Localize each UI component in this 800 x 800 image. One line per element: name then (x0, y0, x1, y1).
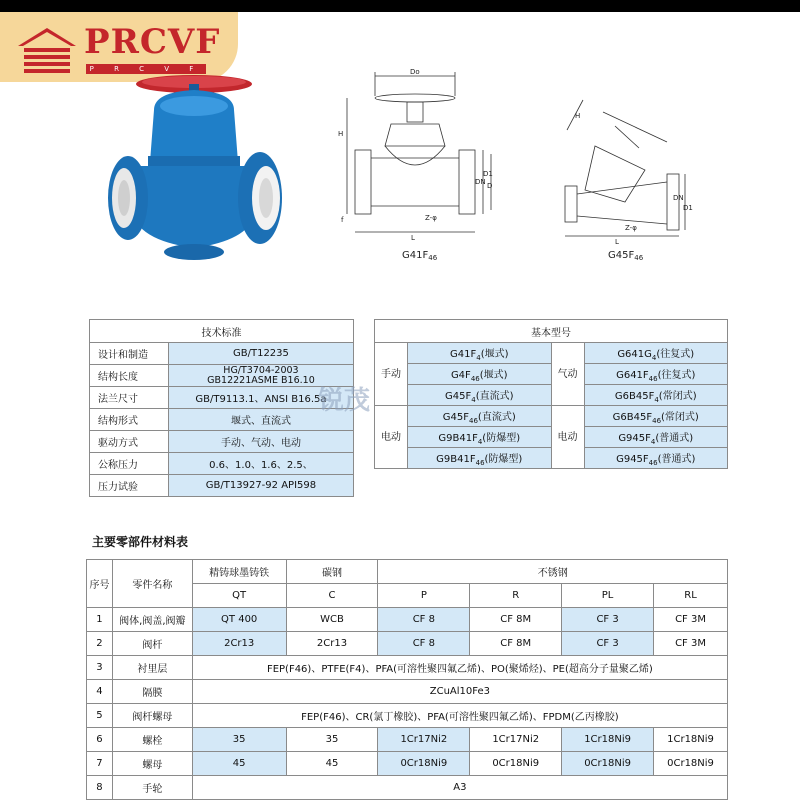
top-bar (0, 0, 800, 12)
basic-model-table (374, 319, 728, 469)
dn-label: DN (475, 178, 486, 186)
table-header-row: 序号 零件名称 精铸球墨铸铁 碳钢 不锈钢 (87, 560, 728, 584)
table-row: $G9B41F_{46}$(防爆型) $G945F_{46}$(普通式) (375, 448, 728, 469)
table-row: 4 隔膜 ZCuAl10Fe3 (87, 680, 728, 704)
g41f-drawing (335, 66, 495, 246)
table-row: 1 阀体,阀盖,阀瓣 QT 400 WCB CF 8 CF 8M CF 3 CF 3M (87, 608, 728, 632)
l-label: L (411, 234, 415, 242)
tech-table-title: 技术标准 (90, 320, 354, 343)
table-row: 法兰尺寸 GB/T9113.1、ANSI B16.5a (90, 387, 354, 409)
table-row: $G45F_4$(直流式) $G6B45F_4$(常闭式) (375, 385, 728, 406)
g45f-drawing (555, 90, 695, 245)
d-label: D (487, 182, 493, 190)
d2-label: D1 (683, 204, 693, 212)
table-row: 设计和制造 GB/T12235 (90, 343, 354, 365)
do-label: Do (410, 68, 420, 76)
table-row: 手动 $G41F_4$(堰式) 气动 $G641G_4$(往复式) (375, 343, 728, 364)
table-row: 电动 $G45F_{46}$(直流式) 电动 $G6B45F_{46}$(常闭式) (375, 406, 728, 427)
model-table-title: 基本型号 (375, 320, 728, 343)
table-row: 驱动方式 手动、气动、电动 (90, 431, 354, 453)
watermark-text: 锐茂 (318, 386, 371, 416)
table-row: 压力试验 GB/T13927-92 API598 (90, 475, 354, 497)
h2-label: H (575, 112, 581, 120)
h-label: H (338, 130, 344, 138)
table-row: 2 阀杆 2Cr13 2Cr13 CF 8 CF 8M CF 3 CF 3M (87, 632, 728, 656)
logo-mark-icon (16, 26, 78, 80)
table-row: 结构长度 HG/T3704-2003 GB12221ASME B16.10 (90, 365, 354, 387)
g41f-caption: $G41F_{46}$ (402, 250, 438, 262)
table-row: 6 螺栓 35 35 1Cr17Ni2 1Cr17Ni2 1Cr18Ni9 1Cr18Ni9 (87, 728, 728, 752)
z2-label: Z-φ (625, 224, 637, 232)
tech-standard-table (89, 319, 354, 497)
d1-label: D1 (483, 170, 493, 178)
f-label: f (341, 216, 344, 224)
diaphragm-valve-photo (92, 70, 292, 270)
table-row: $G4F_{46}$(堰式) $G641F_{46}$(往复式) (375, 364, 728, 385)
table-header-row: QT C P R PL RL (87, 584, 728, 608)
g45f-caption: $G45F_{46}$ (608, 250, 644, 262)
materials-table (86, 559, 728, 800)
table-row: 5 阀杆螺母 FEP(F46)、CR(氯丁橡胶)、PFA(可溶性聚四氟乙烯)、FPDM(乙丙橡胶) (87, 704, 728, 728)
brand-name: PRCVF (84, 22, 221, 62)
materials-title: 主要零部件材料表 (92, 535, 189, 549)
brand-tagline: P R C V F (86, 64, 206, 74)
table-row: 3 衬里层 FEP(F46)、PTFE(F4)、PFA(可溶性聚四氟乙烯)、PO(聚烯烃)、PE(超高分子量聚乙烯) (87, 656, 728, 680)
l2-label: L (615, 238, 619, 245)
table-row: 8 手轮 A3 (87, 776, 728, 800)
table-row: 结构形式 堰式、直流式 (90, 409, 354, 431)
dn2-label: DN (673, 194, 684, 202)
table-row: $G9B41F_4$(防爆型) $G945F_4$(普通式) (375, 427, 728, 448)
table-row: 7 螺母 45 45 0Cr18Ni9 0Cr18Ni9 0Cr18Ni9 0Cr18Ni9 (87, 752, 728, 776)
table-row: 公称压力 0.6、1.0、1.6、2.5、 (90, 453, 354, 475)
z-label: Z-φ (425, 214, 437, 222)
